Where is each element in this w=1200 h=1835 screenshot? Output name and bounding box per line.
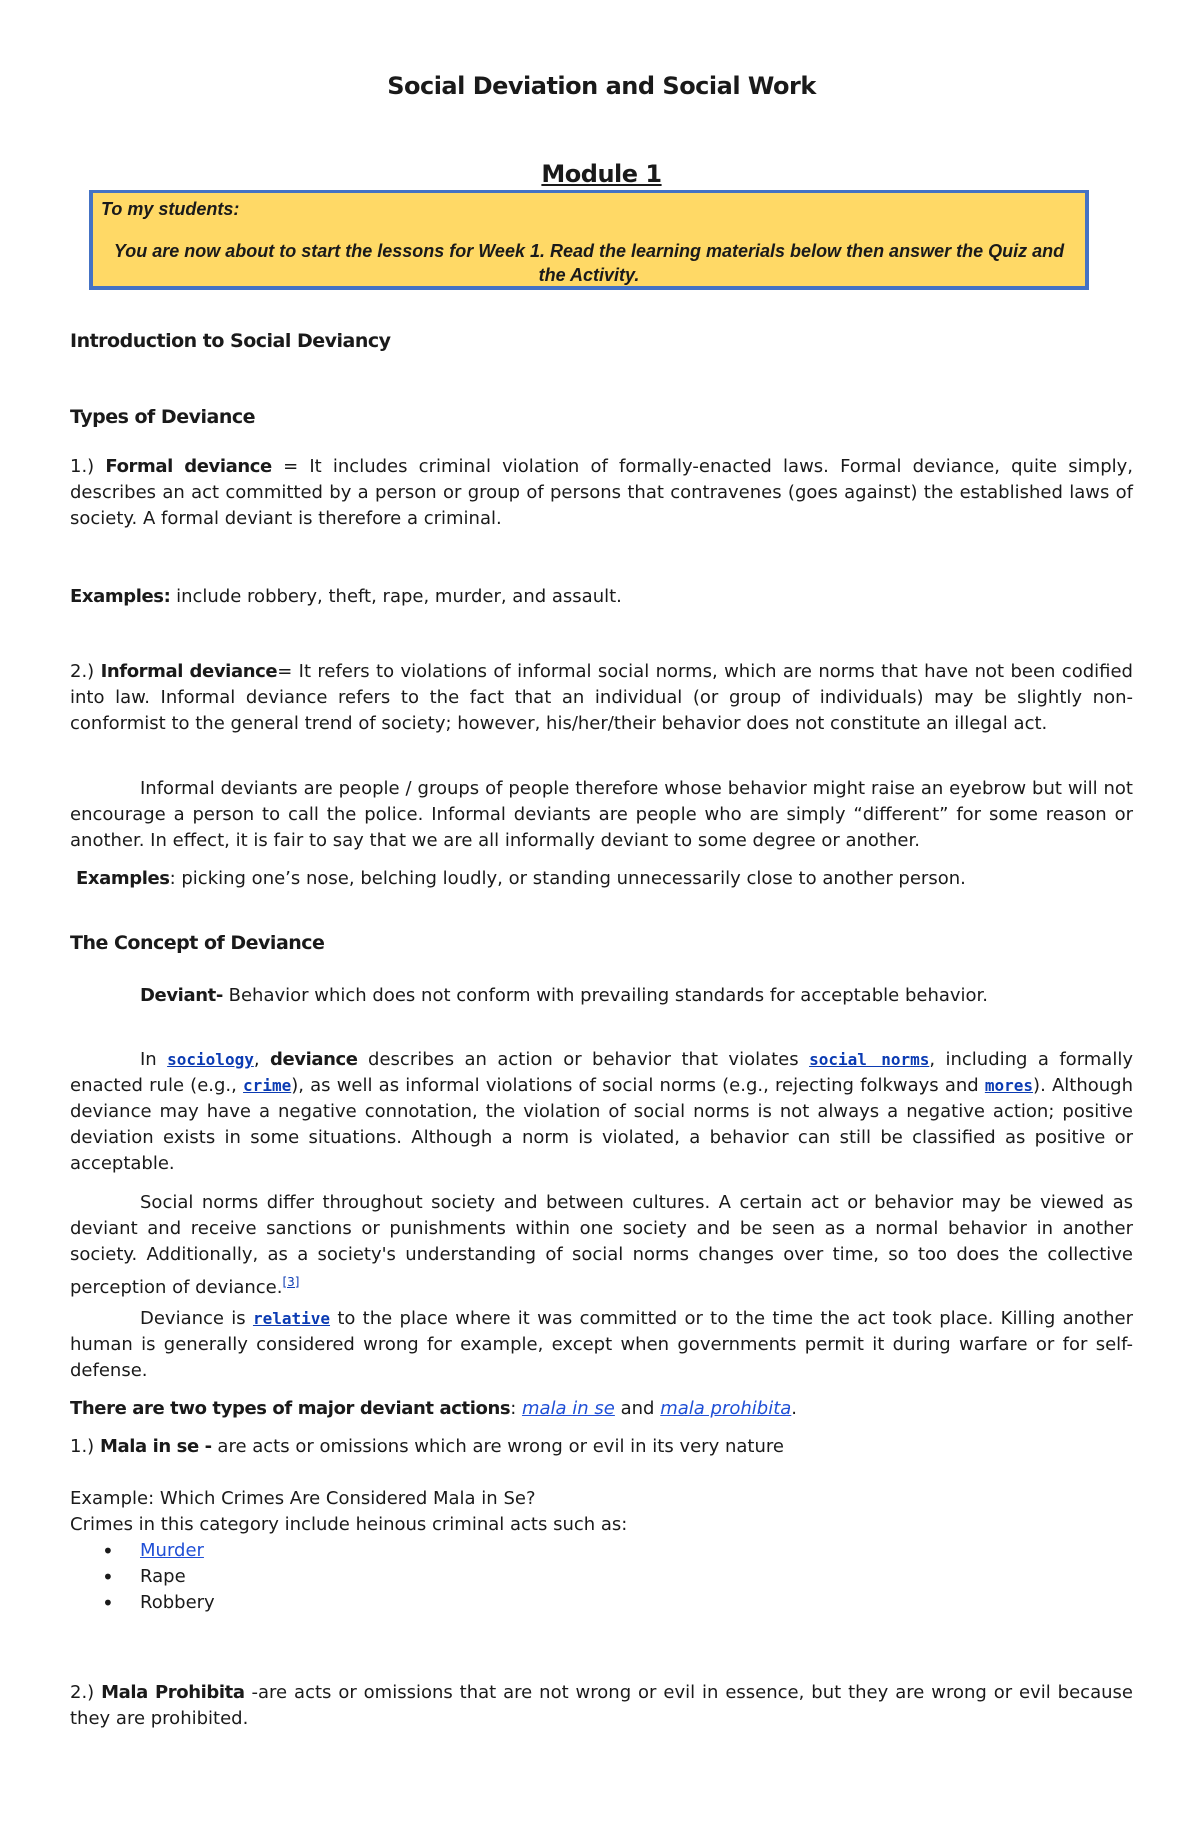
mala-in-se-text: are acts or omissions which are wrong or evil in its very nature [211, 1436, 784, 1457]
crime-link[interactable]: crime [243, 1076, 292, 1095]
text-run: ). Although deviance may have a negative connotation, the violation of social norms is not always a negative action; positive deviation exists in some situations. Although a norm is violated, a behavior can still be classified as positive or acceptable. [70, 1075, 1133, 1174]
two-types-lead: There are two types of major deviant actions [70, 1398, 511, 1419]
deviant-text: Behavior which does not conform with prevailing standards for acceptable behavior. [222, 985, 989, 1006]
list-item: • Robbery [102, 1590, 215, 1616]
deviant-term: Deviant- [140, 985, 223, 1006]
text-run: to the place where it was committed or to the time the act took place. Killing another human is generally considered wrong for example, except when governments permit it during warfare or for self-defense. [70, 1308, 1133, 1381]
examples-label: Examples [76, 868, 170, 889]
notice-body: You are now about to start the lessons for Week 1. Read the learning materials below then answer the Quiz and the Activity. [113, 241, 1065, 285]
examples-label: Examples: [70, 586, 171, 607]
mala-prohibita-term: Mala Prohibita [101, 1682, 245, 1703]
deviance-term: deviance [269, 1049, 358, 1070]
module-heading: Module 1 [541, 160, 662, 188]
formal-text: = It includes criminal violation of formally-enacted laws. Formal deviance, quite simply, describes an act committed by a person or group of persons that contravenes (goes against) the established laws of society. A formal deviant is therefore a criminal. [70, 456, 1134, 529]
two-types-line [70, 1396, 1133, 1422]
informal-number: 2.) [70, 661, 95, 682]
relative-link[interactable]: relative [252, 1309, 331, 1328]
relative-paragraph [70, 1306, 1133, 1384]
formal-number: 1.) [70, 456, 95, 477]
examples-formal [70, 584, 1133, 610]
mala-in-se-paragraph [70, 1434, 1133, 1460]
text-run: and [614, 1398, 661, 1419]
crimes-list [102, 1538, 215, 1616]
mala-in-se-number: 1.) [70, 1436, 95, 1457]
text-run: . [791, 1398, 798, 1419]
intro-heading: Introduction to Social Deviancy [70, 330, 391, 352]
notice-box [89, 190, 1089, 290]
examples-informal [76, 866, 1133, 892]
text-run: : [510, 1398, 522, 1419]
examples-text: : picking one’s nose, belching loudly, or standing unnecessarily close to another person. [169, 868, 966, 889]
social-norms-paragraph [70, 1190, 1133, 1301]
informal-deviance-paragraph [70, 659, 1133, 737]
informal-term: Informal deviance [100, 661, 278, 682]
list-item: • Rape [102, 1564, 215, 1590]
concept-heading: The Concept of Deviance [70, 932, 325, 954]
crimes-intro: Crimes in this category include heinous criminal acts such as: [70, 1514, 628, 1535]
text-run: , [253, 1049, 270, 1070]
text-run: Deviance is [140, 1308, 253, 1329]
notice-heading: To my students: [101, 199, 240, 219]
example-question: Example: Which Crimes Are Considered Mala in Se? [70, 1488, 536, 1509]
mala-prohibita-text: -are acts or omissions that are not wrong or evil in essence, but they are wrong or evil because they are prohibited. [70, 1682, 1133, 1729]
murder-link[interactable]: Murder [140, 1540, 204, 1561]
sociology-link[interactable]: sociology [167, 1050, 254, 1069]
deviant-definition [140, 983, 1133, 1009]
formal-term: Formal deviance [105, 456, 272, 477]
text-run: ), as well as informal violations of social norms (e.g., rejecting folkways and [291, 1075, 985, 1096]
mores-link[interactable]: mores [984, 1076, 1034, 1095]
text-run: , including a formally enacted rule (e.g., [70, 1049, 1133, 1096]
sociology-paragraph [70, 1047, 1133, 1177]
mala-prohibita-number: 2.) [70, 1682, 95, 1703]
types-heading: Types of Deviance [70, 406, 255, 428]
text-run: In [140, 1049, 168, 1070]
mala-prohibita-link[interactable]: mala prohibita [660, 1398, 792, 1419]
informal-deviants-paragraph: Informal deviants are people / groups of people therefore whose behavior might raise an eyebrow but will not encourage a person to call the police. Informal deviants are people who are simply “different” for some reason or another. In effect, it is fair to say that we are all informally deviant to some degree or another. [70, 778, 1133, 851]
text-run: Social norms differ throughout society and between cultures. A certain act or behavior may be viewed as deviant and receive sanctions or punishments within one society and be seen as a normal behavior in another society. Additionally, as a society's understanding of social norms changes over time, so too does the collective perception of deviance. [70, 1192, 1133, 1298]
formal-deviance-paragraph [70, 454, 1133, 532]
social-norms-link[interactable]: social norms [809, 1050, 930, 1069]
list-item [102, 1538, 215, 1564]
mala-prohibita-paragraph [70, 1680, 1133, 1732]
informal-text: = It refers to violations of informal social norms, which are norms that have not been codified into law. Informal deviance refers to the fact that an individual (or group of individuals) may be slightly non-conformist to the general trend of society; however, his/her/their behavior does not constitute an illegal act. [70, 661, 1133, 734]
text-run: describes an action or behavior that violates [357, 1049, 810, 1070]
document-title: Social Deviation and Social Work [387, 72, 816, 100]
mala-in-se-term: Mala in se - [99, 1436, 212, 1457]
footnote-3-link[interactable]: [3] [282, 1275, 300, 1289]
examples-text: include robbery, theft, rape, murder, and assault. [170, 586, 622, 607]
mala-in-se-link[interactable]: mala in se [521, 1398, 615, 1419]
